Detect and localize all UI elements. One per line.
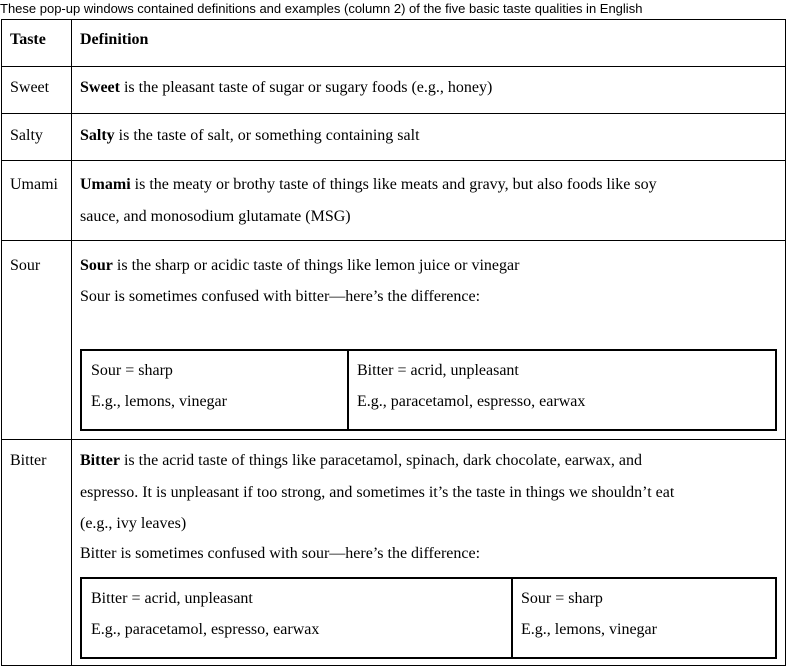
definition-bitter-line1 [80, 445, 642, 477]
comparison-bitter-left-title: Bitter = acrid, unpleasant [91, 590, 253, 607]
confusion-note-bitter: Bitter is sometimes confused with sour—here’s the difference: [80, 545, 481, 562]
definition-sour-text: is the sharp or acidic taste of things like lemon juice or vinegar [112, 257, 520, 274]
comparison-sour-right-title: Bitter = acrid, unpleasant [357, 362, 519, 379]
confusion-note-sour: Sour is sometimes confused with bitter—here’s the difference: [80, 288, 481, 305]
comparison-bitter-right-title: Sour = sharp [521, 590, 603, 607]
header-taste: Taste [10, 31, 46, 48]
term-salty: Salty [80, 127, 115, 144]
figure-caption: These pop-up windows contained definitions and examples (column 2) of the five basic taste qualities in English [0, 1, 643, 16]
comparison-divider [347, 351, 349, 429]
row-divider [1, 439, 786, 440]
definition-salty [80, 120, 420, 152]
header-definition: Definition [80, 31, 149, 48]
definition-bitter-text: is the acrid taste of things like paracetamol, spinach, dark chocolate, earwax, and [119, 452, 642, 469]
comparison-sour-left-title: Sour = sharp [91, 362, 173, 379]
comparison-box-sour [80, 349, 777, 431]
term-sweet: Sweet [80, 79, 120, 96]
definition-sour [80, 250, 519, 282]
row-divider [1, 66, 786, 67]
definition-umami-text: is the meaty or brothy taste of things like meats and gravy, but also foods like soy [130, 176, 657, 193]
comparison-bitter-left-examples: E.g., paracetamol, espresso, earwax [91, 621, 320, 638]
comparison-divider [511, 579, 513, 657]
definition-bitter-line2: espresso. It is unpleasant if too strong, and sometimes it’s the taste in things we shouldn’t eat [80, 484, 675, 501]
comparison-box-bitter [80, 577, 777, 659]
row-divider [1, 160, 786, 161]
definition-umami-line2: sauce, and monosodium glutamate (MSG) [80, 208, 351, 225]
term-sour: Sour [80, 257, 113, 274]
term-bitter: Bitter [80, 452, 120, 469]
taste-umami: Umami [10, 176, 58, 193]
definition-umami-line1 [80, 169, 657, 201]
comparison-sour-right-examples: E.g., paracetamol, espresso, earwax [357, 393, 586, 410]
taste-bitter: Bitter [10, 452, 47, 469]
comparison-sour-left-examples: E.g., lemons, vinegar [91, 393, 227, 410]
comparison-bitter-right-examples: E.g., lemons, vinegar [521, 621, 657, 638]
row-divider [1, 240, 786, 241]
taste-salty: Salty [10, 127, 43, 144]
definition-sweet-text: is the pleasant taste of sugar or sugary foods (e.g., honey) [119, 79, 493, 96]
definition-bitter-line3: (e.g., ivy leaves) [80, 515, 187, 532]
row-divider [1, 113, 786, 114]
definition-sweet [80, 72, 492, 104]
column-divider [71, 19, 72, 666]
definition-salty-text: is the taste of salt, or something containing salt [114, 127, 420, 144]
taste-sweet: Sweet [10, 79, 50, 96]
taste-definitions-table [1, 19, 786, 666]
taste-sour: Sour [10, 257, 41, 274]
term-umami: Umami [80, 176, 131, 193]
